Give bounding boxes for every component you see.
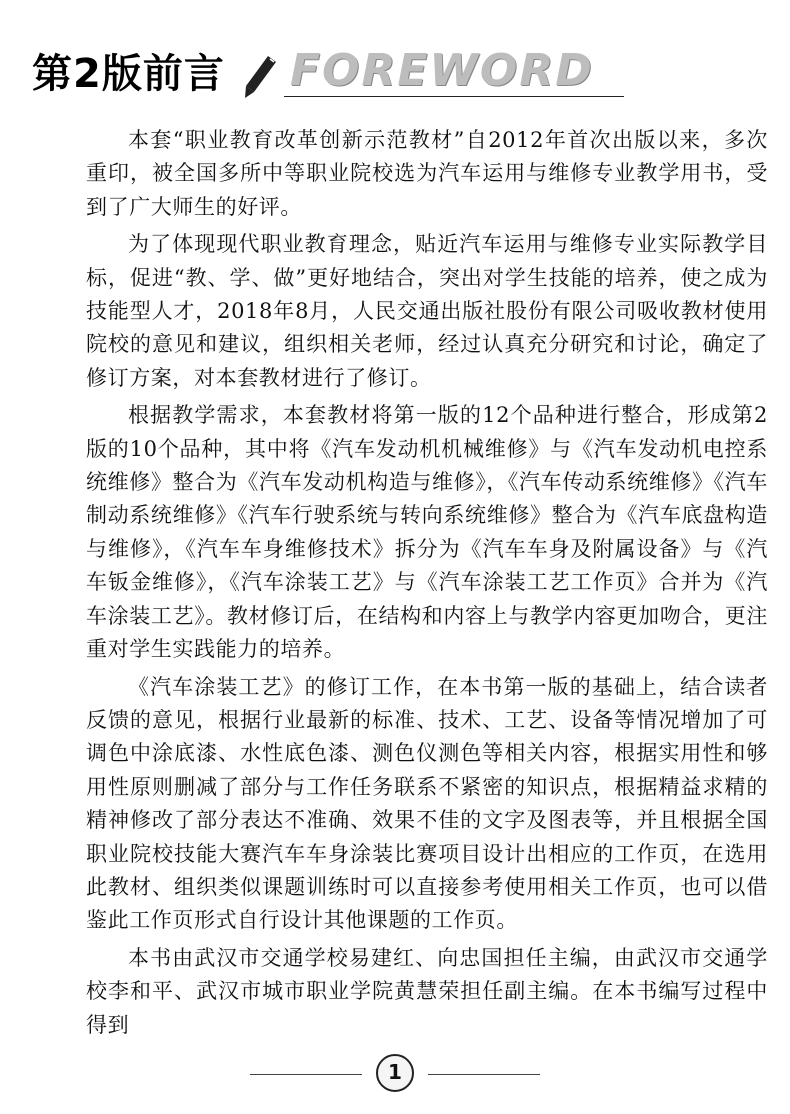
- page-header: [32, 40, 602, 110]
- foreword-body: [86, 124, 768, 1046]
- paragraph: 《汽车涂装工艺》的修订工作，在本书第一版的基础上，结合读者反馈的意见，根据行业最新的标准、技术、工艺、设备等情况增加了可调色中涂底漆、水性底色漆、测色仪测色等相关内容，根据实用性和够用性原则删减了部分与工作任务联系不紧密的知识点，根据精益求精的精神修改了部分表达不准确、效果不佳的文字及图表等，并且根据全国职业院校技能大赛汽车车身涂装比赛项目设计出相应的工作页，在选用此教材、组织类似课题训练时可以直接参考使用相关工作页，也可以借鉴此工作页形式自行设计其他课题的工作页。: [86, 674, 768, 933]
- page-title-english: FOREWORD: [290, 45, 594, 96]
- paragraph: 根据教学需求，本套教材将第一版的12个品种进行整合，形成第2版的10个品种，其中将《汽车发动机机械维修》与《汽车发动机电控系统维修》整合为《汽车发动机构造与维修》，《汽车传动系统维修》《汽车制动系统维修》《汽车行驶系统与转向系统维修》整合为《汽车底盘构造与维修》，《汽车车身维修技术》拆分为《汽车车身及附属设备》与《汽车钣金维修》，《汽车涂装工艺》与《汽车涂装工艺工作页》合并为《汽车涂装工艺》。教材修订后，在结构和内容上与教学内容更加吻合，更注重对学生实践能力的培养。: [86, 403, 768, 662]
- title-underline: [284, 96, 624, 97]
- footer-rule-left: [250, 1074, 362, 1075]
- footer-rule-right: [428, 1074, 540, 1075]
- page-footer: [250, 1052, 540, 1092]
- paragraph: 本书由武汉市交通学校易建红、向忠国担任主编，由武汉市交通学校李和平、武汉市城市职业学院黄慧荣担任副主编。在本书编写过程中得到: [86, 945, 768, 1037]
- paragraph: 本套“职业教育改革创新示范教材”自2012年首次出版以来，多次重印，被全国多所中等职业院校选为汽车运用与维修专业教学用书，受到了广大师生的好评。: [86, 128, 768, 219]
- paragraph: 为了体现现代职业教育理念，贴近汽车运用与维修专业实际教学目标，促进“教、学、做”更好地结合，突出对学生技能的培养，使之成为技能型人才，2018年8月，人民交通出版社股份有限公司吸收教材使用院校的意见和建议，组织相关老师，经过认真充分研究和讨论，确定了修订方案，对本套教材进行了修订。: [86, 232, 768, 390]
- pen-icon: [244, 54, 278, 100]
- page-title: 第2版前言: [32, 51, 225, 97]
- page-number: 1: [376, 1054, 414, 1092]
